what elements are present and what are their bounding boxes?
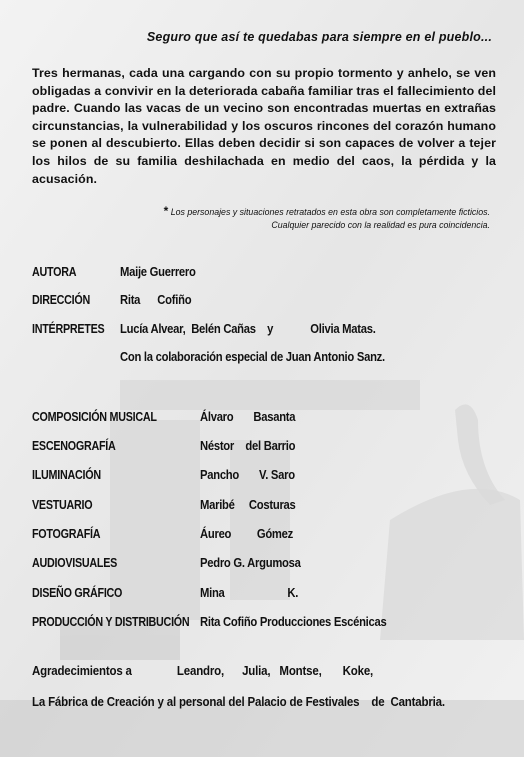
disclaimer <box>20 205 490 232</box>
credit-label: PRODUCCIÓN Y DISTRIBUCIÓN <box>32 615 190 629</box>
credit-label: COMPOSICIÓN MUSICAL <box>32 410 157 424</box>
credit-value: Lucía Alvear, Belén Cañas y Olivia Matas. <box>120 322 376 336</box>
thanks-line1: Agradecimientos a Leandro, Julia, Montse, Koke, <box>32 664 374 678</box>
credit-value: Pancho V. Saro <box>200 468 295 482</box>
credit-label: AUTORA <box>32 265 77 279</box>
tagline: Seguro que así te quedabas para siempre en el pueblo... <box>146 30 492 44</box>
credit-label: VESTUARIO <box>32 498 93 512</box>
credit-value: Con la colaboración especial de Juan Antonio Sanz. <box>120 350 385 364</box>
credit-value: Pedro G. Argumosa <box>200 556 301 570</box>
credit-label: AUDIOVISUALES <box>32 556 118 570</box>
disclaimer-line2: Cualquier parecido con la realidad es pura coincidencia. <box>271 220 490 230</box>
credit-label: DISEÑO GRÁFICO <box>32 586 123 600</box>
credit-value: Rita Cofiño <box>120 293 192 307</box>
credit-label: ESCENOGRAFÍA <box>32 439 116 453</box>
credit-value: Áureo Gómez <box>200 527 294 541</box>
thanks-line2: La Fábrica de Creación y al personal del Palacio de Festivales de Cantabria. <box>32 695 445 709</box>
credit-label: INTÉRPRETES <box>32 322 105 336</box>
disclaimer-line1: Los personajes y situaciones retratados en esta obra son completamente ficticios. <box>170 207 490 217</box>
credit-value: Maije Guerrero <box>120 265 196 279</box>
credit-label: DIRECCIÓN <box>32 293 91 307</box>
credit-value: Maribé Costuras <box>200 498 296 512</box>
synopsis: Tres hermanas, cada una cargando con su propio tormento y anhelo, se ven obligadas a convivir en la deteriorada cabaña familiar tras el fallecimiento del padre. Cuando las vacas de un vecino son encontradas muertas en extrañas circunstancias, la vulnerabilidad y los oscuros rincones del corazón humano se ponen al descubierto. Ellas deben decidir si son capaces de volver a tejer los hilos de su familia deshilachada en medio del caos, la pérdida y la acusación. <box>32 66 496 186</box>
credit-label: FOTOGRAFÍA <box>32 527 101 541</box>
credit-value: Rita Cofiño Producciones Escénicas <box>200 615 387 629</box>
asterisk: * <box>163 204 169 218</box>
credit-label: ILUMINACIÓN <box>32 468 101 482</box>
credit-value: Mina K. <box>200 586 299 600</box>
credit-value: Álvaro Basanta <box>200 410 296 424</box>
credit-value: Néstor del Barrio <box>200 439 296 453</box>
